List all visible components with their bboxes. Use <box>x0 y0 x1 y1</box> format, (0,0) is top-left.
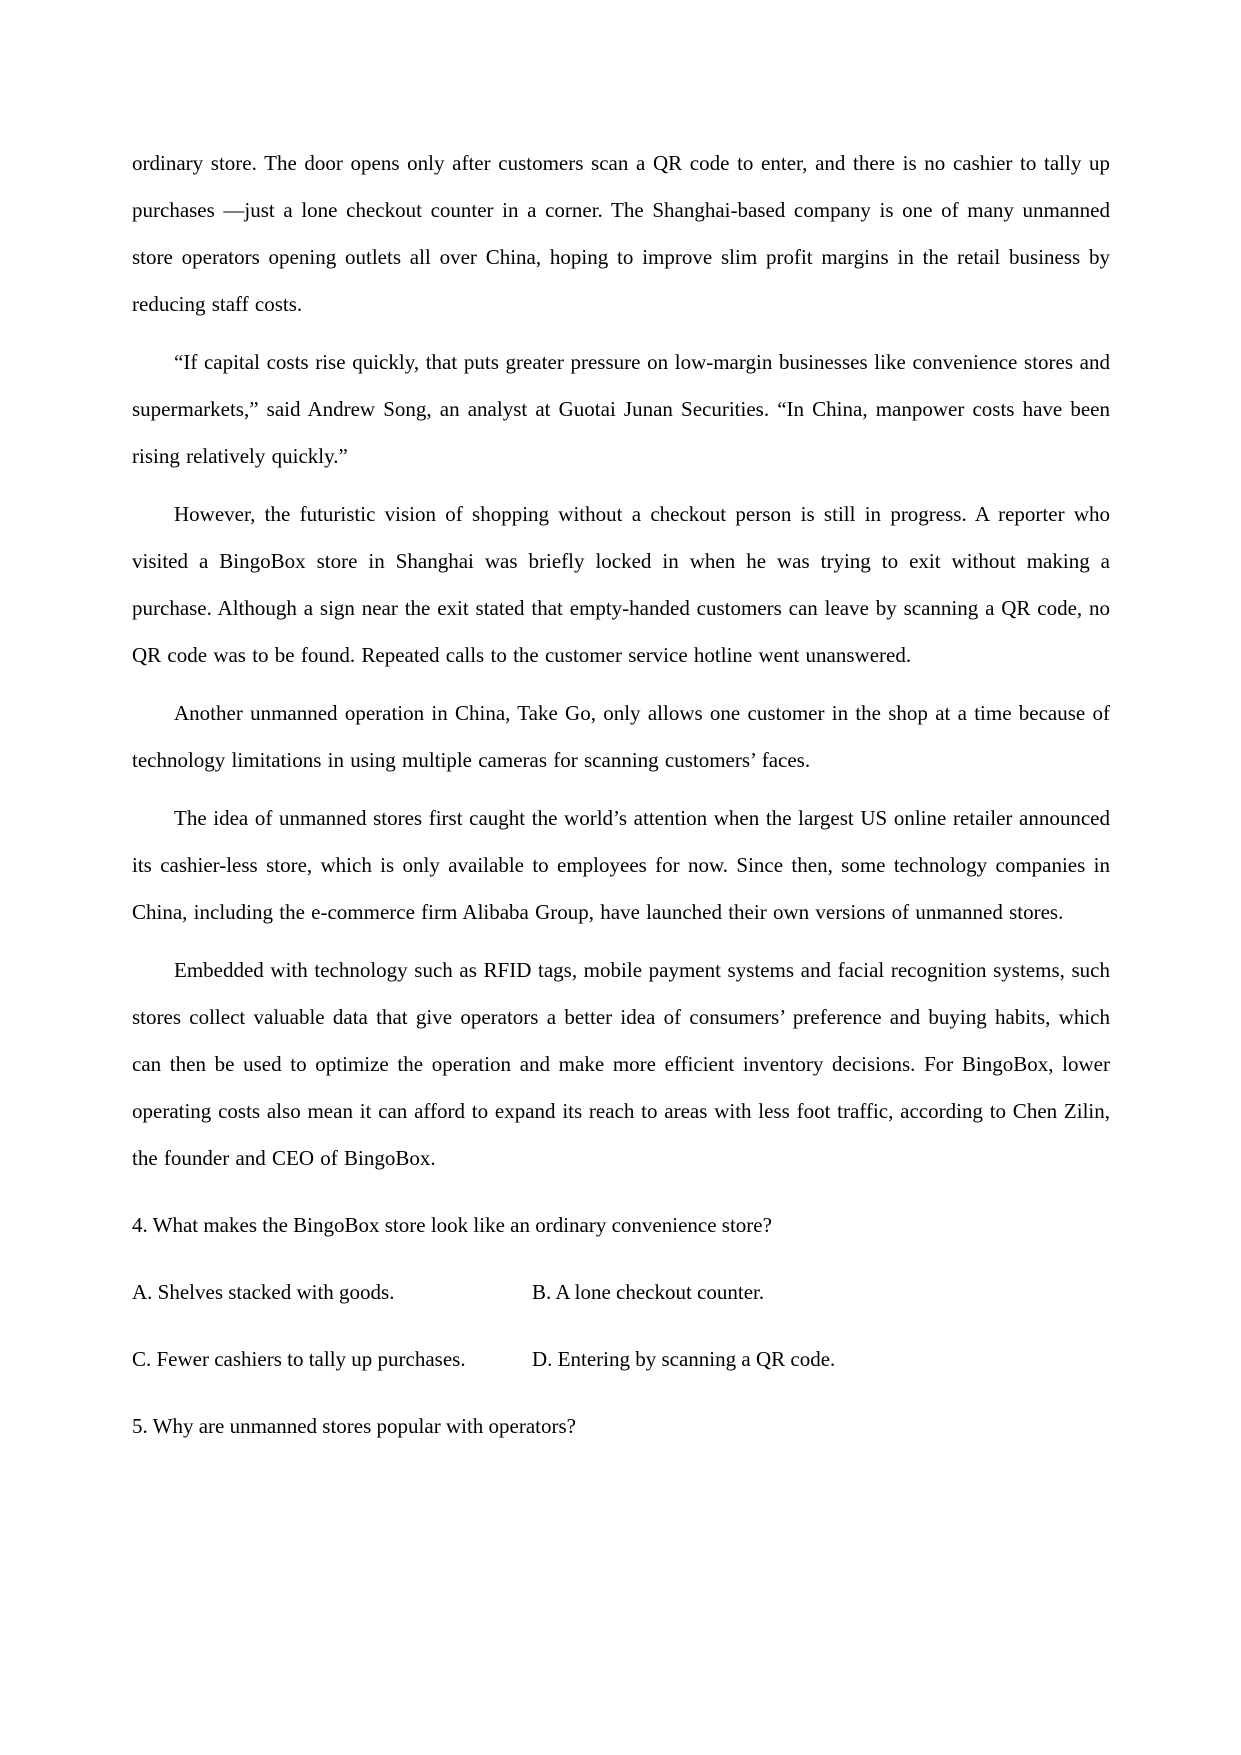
question-4-option-c: C. Fewer cashiers to tally up purchases. <box>132 1347 466 1371</box>
article-paragraph-6: Embedded with technology such as RFID tags, mobile payment systems and facial recognition systems, such stores collect valuable data that give operators a better idea of consumers’ preference and buying habits, which can then be used to optimize the operation and make more efficient inventory decisions. For BingoBox, lower operating costs also mean it can afford to expand its reach to areas with less foot traffic, according to Chen Zilin, the founder and CEO of BingoBox. <box>132 958 1110 1170</box>
question-4-option-d: D. Entering by scanning a QR code. <box>532 1347 836 1371</box>
article-paragraph-1: ordinary store. The door opens only after customers scan a QR code to enter, and there is no cashier to tally up purchases —just a lone checkout counter in a corner. The Shanghai-based company is one of many unmanned store operators opening outlets all over China, hoping to improve slim profit margins in the retail business by reducing staff costs. <box>132 151 1110 316</box>
question-4-option-a: A. Shelves stacked with goods. <box>132 1280 395 1304</box>
question-4-text: 4. What makes the BingoBox store look like an ordinary convenience store? <box>132 1213 772 1237</box>
question-4-options-row-1 <box>132 1269 1110 1316</box>
article-paragraph-4: Another unmanned operation in China, Take Go, only allows one customer in the shop at a time because of technology limitations in using multiple cameras for scanning customers’ faces. <box>132 701 1110 772</box>
question-5-text: 5. Why are unmanned stores popular with operators? <box>132 1414 576 1438</box>
article-paragraph-3: However, the futuristic vision of shopping without a checkout person is still in progress. A reporter who visited a BingoBox store in Shanghai was briefly locked in when he was trying to exit without making a purchase. Although a sign near the exit stated that empty-handed customers can leave by scanning a QR code, no QR code was to be found. Repeated calls to the customer service hotline went unanswered. <box>132 502 1110 667</box>
article-paragraph-5: The idea of unmanned stores first caught the world’s attention when the largest US online retailer announced its cashier-less store, which is only available to employees for now. Since then, some technology companies in China, including the e-commerce firm Alibaba Group, have launched their own versions of unmanned stores. <box>132 806 1110 924</box>
question-4-option-b: B. A lone checkout counter. <box>532 1280 765 1304</box>
article-paragraph-2: “If capital costs rise quickly, that puts greater pressure on low-margin businesses like convenience stores and supermarkets,” said Andrew Song, an analyst at Guotai Junan Securities. “In China, manpower costs have been rising relatively quickly.” <box>132 350 1110 468</box>
question-4-options-row-2 <box>132 1336 1110 1383</box>
